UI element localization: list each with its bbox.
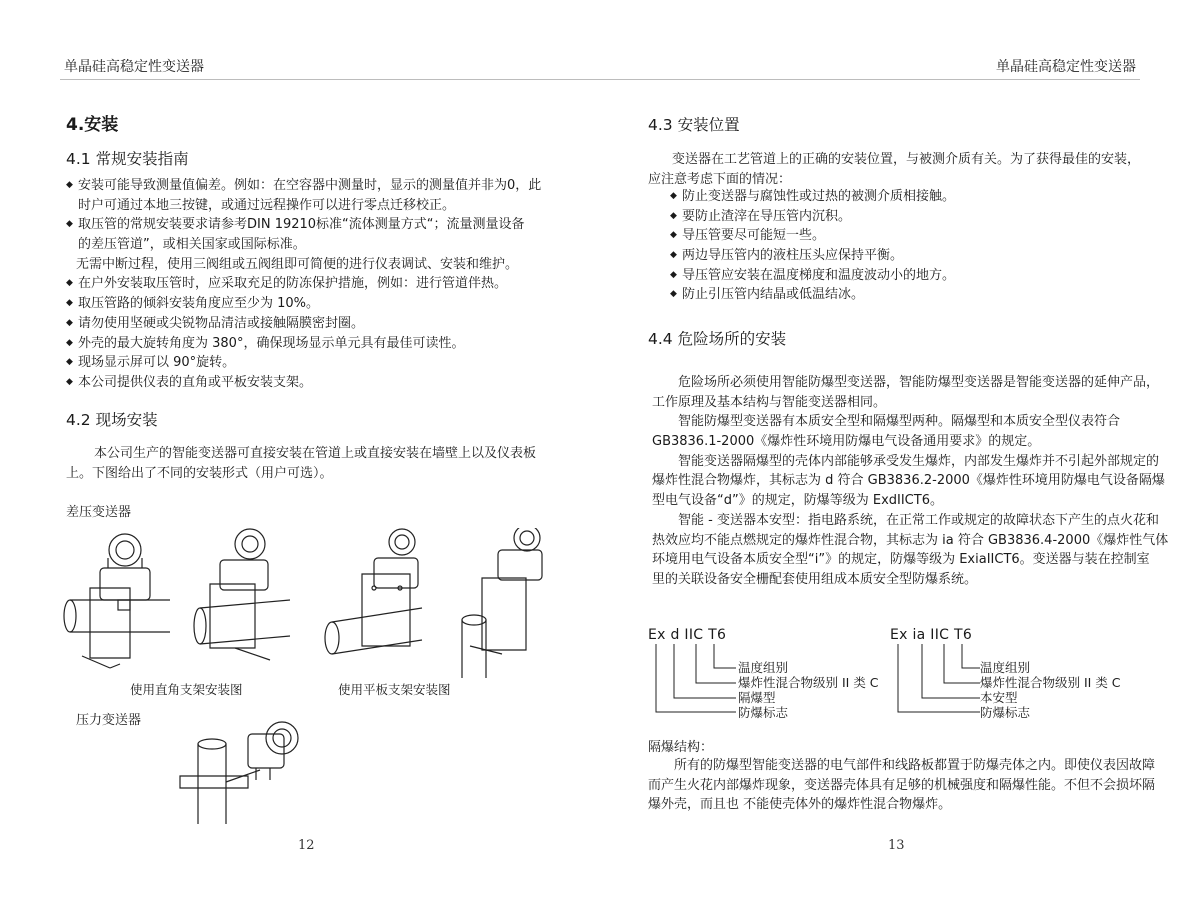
- bullet-icon: ◆: [66, 298, 73, 309]
- subsection-title-4-3: 4.3 安装位置: [648, 116, 740, 134]
- bullet-icon: ◆: [670, 191, 677, 201]
- paragraph-line: 本公司生产的智能变送器可直接安装在管道上或直接安装在墙壁上以及仪表板: [94, 446, 537, 461]
- bullet-text: 要防止渣滓在导压管内沉积。: [682, 208, 852, 224]
- bullet-item: [66, 215, 541, 235]
- bullet-item: [66, 176, 541, 196]
- install-location-list: [670, 187, 955, 305]
- bullet-text: 两边导压管内的液柱压头应保持平衡。: [682, 248, 904, 264]
- bullet-text: 的差压管道”，或相关国家或国际标准。: [78, 237, 306, 253]
- paragraph-line: 应注意考虑下面的情况：: [648, 171, 792, 187]
- bullet-item: [66, 373, 541, 393]
- subsection-title-4-2: 4.2 现场安装: [66, 411, 158, 429]
- paragraph-line: 环境用电气设备本质安全型“i”》的规定，防爆等级为 ExiaIICT6。变送器与装在控制室: [652, 552, 1150, 568]
- figure-caption-right-angle: 使用直角支架安装图: [130, 682, 243, 697]
- bullet-icon: ◆: [66, 357, 73, 368]
- bullet-item: [66, 294, 541, 314]
- bullet-item: [66, 274, 541, 294]
- page-header: 单晶硅高稳定性变送器: [996, 59, 1136, 75]
- pressure-transmitter-label: 压力变送器: [76, 713, 142, 728]
- subsection-title-4-4: 4.4 危险场所的安装: [648, 330, 787, 348]
- ex-code-intrinsic-leaders: [890, 644, 990, 716]
- paragraph-line: 智能 - 变送器本安型：指电路系统，在正常工作或规定的故障状态下产生的点火花和: [678, 512, 1159, 528]
- bullet-icon: ◆: [66, 219, 73, 230]
- paragraph-line: 上。下图给出了不同的安装形式（用户可选）。: [66, 465, 333, 481]
- right-page: [600, 0, 1200, 906]
- bullet-icon: ◆: [66, 180, 73, 190]
- header-divider: [60, 79, 600, 80]
- bullet-icon: ◆: [670, 250, 677, 261]
- onsite-install-paragraph: [66, 444, 536, 483]
- bullet-icon: ◆: [670, 210, 677, 221]
- bullet-icon: ◆: [66, 337, 73, 348]
- right-angle-bracket-figure: [60, 528, 300, 678]
- code-label-ex-mark: 防爆标志: [738, 705, 789, 720]
- bullet-item: [670, 285, 955, 305]
- bullet-icon: ◆: [66, 317, 73, 328]
- bullet-continuation: [66, 255, 541, 275]
- bullet-text: 防止引压管内结晶或低温结冰。: [682, 287, 865, 303]
- bullet-icon: ◆: [670, 289, 677, 300]
- paragraph-line: 智能防爆型变送器有本质安全型和隔爆型两种。隔爆型和本质安全型仪表符合: [678, 414, 1121, 430]
- page-header: 单晶硅高稳定性变送器: [64, 59, 204, 75]
- bullet-icon: ◆: [66, 376, 73, 387]
- bullet-item: [670, 246, 955, 266]
- pressure-transmitter-figure: [170, 716, 310, 826]
- figure-caption-flat: 使用平板支架安装图: [338, 682, 451, 697]
- bullet-item: [66, 353, 541, 373]
- bullet-text: 时户可通过本地三按键，或通过远程操作可以进行零点迁移校正。: [78, 197, 456, 213]
- code-label-gas-group: 爆炸性混合物级别 II 类 C: [980, 675, 1121, 690]
- bullet-item: [670, 187, 955, 207]
- section-title: 4.安装: [66, 115, 119, 135]
- bullet-text: 安装可能导致测量值偏差。例如：在空容器中测量时，显示的测量值并非为0，此: [78, 178, 542, 193]
- paragraph-line: 爆外壳，而且也 不能使壳体外的爆炸性混合物爆炸。: [648, 797, 952, 813]
- flameproof-structure-title: 隔爆结构：: [648, 740, 714, 755]
- code-label-temp-class: 温度组别: [738, 660, 789, 675]
- code-label-gas-group: 爆炸性混合物级别 II 类 C: [738, 675, 879, 690]
- bullet-text: 防止变送器与腐蚀性或过热的被测介质相接触。: [682, 189, 956, 204]
- code-label-protection-type: 本安型: [980, 690, 1018, 705]
- bullet-text: 取压管路的倾斜安装角度应至少为 10%。: [78, 296, 320, 312]
- paragraph-line: 型电气设备“d”》的规定，防爆等级为 ExdIICT6。: [652, 493, 943, 509]
- code-label-temp-class: 温度组别: [980, 660, 1031, 675]
- bullet-text: 外壳的最大旋转角度为 380°，确保现场显示单元具有最佳可读性。: [78, 335, 465, 351]
- bullet-item: [66, 334, 541, 354]
- bullet-item: [66, 314, 541, 334]
- install-location-intro: [648, 150, 1140, 189]
- paragraph-line: 里的关联设备安全栅配套使用组成本质安全型防爆系统。: [652, 571, 978, 587]
- paragraph-line: 所有的防爆型智能变送器的电气部件和线路板都置于防爆壳体之内。即使仪表因故障: [674, 758, 1156, 773]
- header-divider: [600, 79, 1140, 80]
- bullet-text: 现场显示屏可以 90°旋转。: [78, 355, 236, 371]
- code-label-protection-type: 隔爆型: [738, 690, 776, 705]
- paragraph-line: 爆炸性混合物爆炸，其标志为 d 符合 GB3836.2-2000《爆炸性环境用防爆电气设备隔爆: [652, 473, 1165, 489]
- bullet-text: 无需中断过程，使用三阀组或五阀组即可简便的进行仪表调试、安装和维护。: [76, 256, 519, 272]
- bullet-icon: ◆: [670, 230, 677, 241]
- bullet-item: [670, 207, 955, 227]
- paragraph-line: 而产生火花内部爆炸现象，变送器壳体具有足够的机械强度和隔爆性能。不但不会损坏隔: [648, 777, 1156, 793]
- ex-code-intrinsic: Ex ia IIC T6: [890, 627, 973, 643]
- bullet-text: 在户外安装取压管时，应采取充足的防冻保护措施，例如：进行管道伴热。: [78, 276, 508, 292]
- paragraph-line: 变送器在工艺管道上的正确的安装位置，与被测介质有关。为了获得最佳的安装，: [672, 152, 1141, 167]
- paragraph-line: 热效应均不能点燃规定的爆炸性混合物，其标志为 ia 符合 GB3836.4-2000《爆炸性气体: [652, 532, 1169, 548]
- ex-code-flameproof-leaders: [648, 644, 748, 716]
- bullet-item: [670, 266, 955, 286]
- bullet-text: 导压管应安装在温度梯度和温度波动小的地方。: [682, 267, 956, 283]
- paragraph-line: 危险场所必须使用智能防爆型变送器，智能防爆型变送器是智能变送器的延伸产品，: [678, 375, 1160, 390]
- bullet-icon: ◆: [66, 278, 73, 289]
- bullet-item: [670, 226, 955, 246]
- paragraph-line: 智能变送器隔爆型的壳体内部能够承受发生爆炸，内部发生爆炸并不引起外部规定的: [678, 453, 1160, 469]
- subsection-title-4-1: 4.1 常规安装指南: [66, 150, 189, 168]
- bullet-text: 导压管要尽可能短一些。: [682, 228, 826, 244]
- paragraph-line: 工作原理及基本结构与智能变送器相同。: [652, 394, 887, 410]
- bullet-text: 本公司提供仪表的直角或平板安装支架。: [78, 374, 313, 390]
- dp-transmitter-label: 差压变送器: [66, 505, 132, 520]
- flat-bracket-figure: [322, 528, 562, 678]
- install-guide-list: [66, 176, 541, 393]
- bullet-text: 请勿使用坚硬或尖锐物品清洁或接触隔膜密封圈。: [78, 315, 365, 331]
- ex-code-flameproof: Ex d IIC T6: [648, 627, 727, 643]
- bullet-continuation: [66, 196, 541, 216]
- page-number: 12: [298, 838, 315, 853]
- hazardous-area-paragraph: [652, 373, 1168, 590]
- bullet-text: 取压管的常规安装要求请参考DIN 19210标准“流体测量方式“；流量测量设备: [78, 217, 525, 233]
- paragraph-line: GB3836.1-2000《爆炸性环境用防爆电气设备通用要求》的规定。: [652, 434, 1041, 450]
- code-label-ex-mark: 防爆标志: [980, 705, 1031, 720]
- page-number: 13: [888, 838, 905, 853]
- bullet-continuation: [66, 235, 541, 255]
- bullet-icon: ◆: [670, 269, 677, 280]
- flameproof-structure-paragraph: [648, 756, 1155, 815]
